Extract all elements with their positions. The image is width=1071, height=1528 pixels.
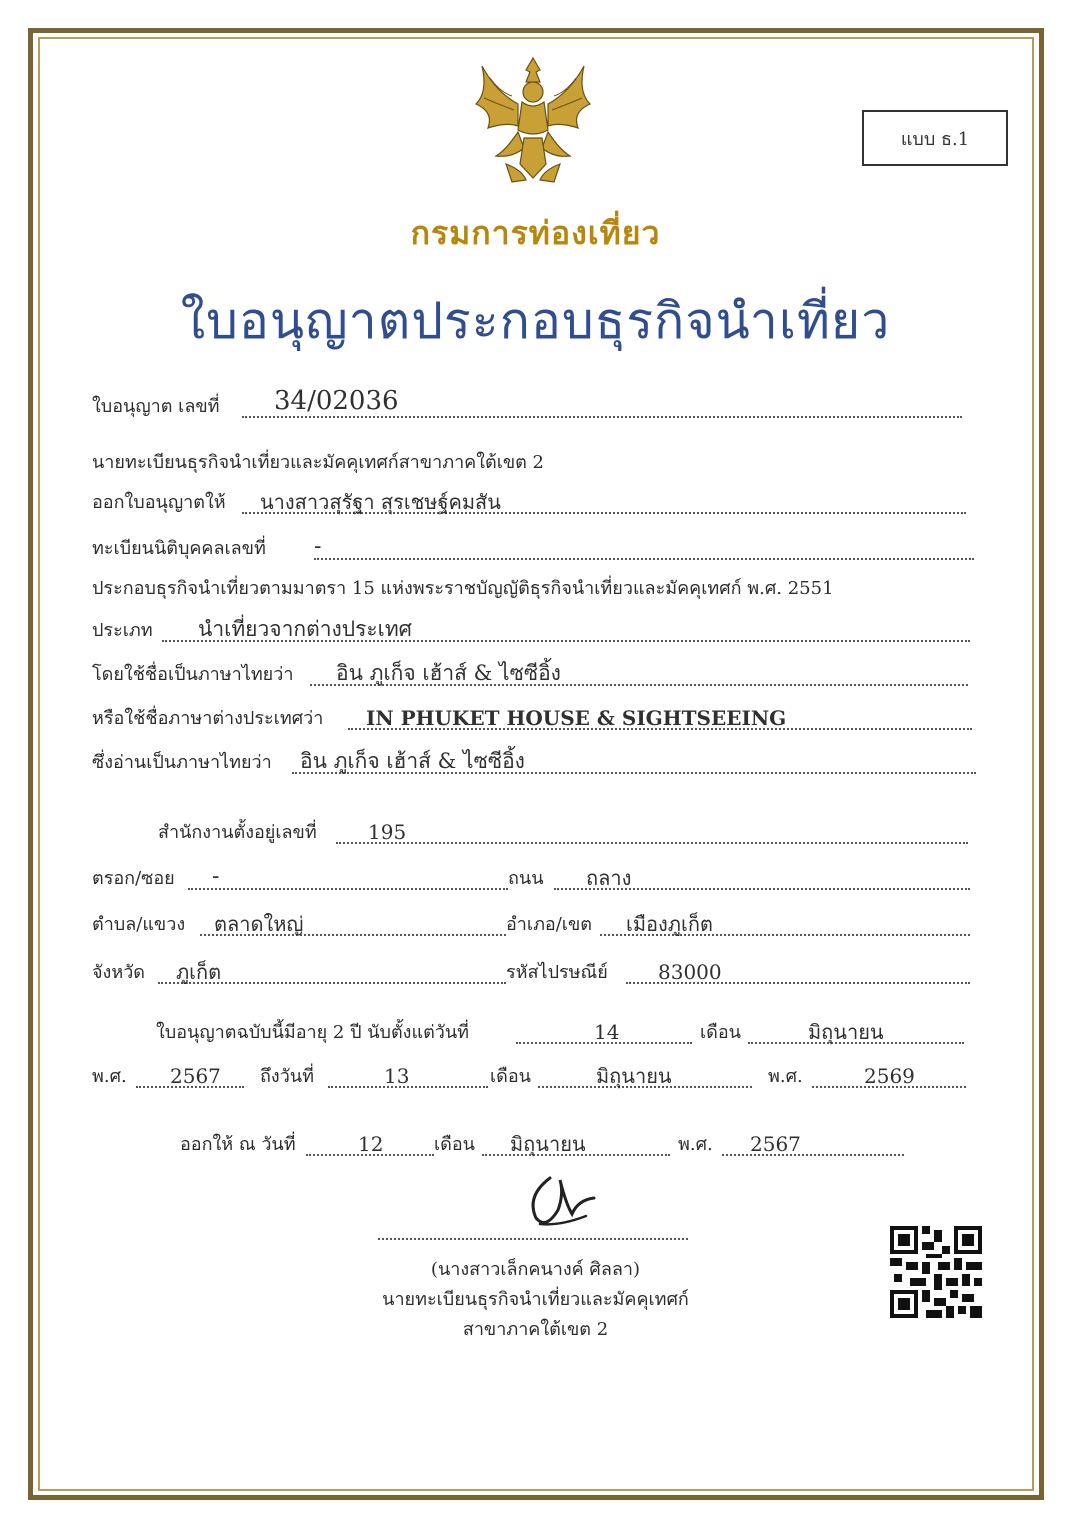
issued-to-label: ออกใบอนุญาตให้ [92, 492, 226, 513]
validity-from-year: 2567 [170, 1064, 221, 1088]
thai-name-value: อิน ภูเก็จ เฮ้าส์ & ไซซีอิ้ง [336, 661, 561, 685]
issued-to-value: นางสาวสุรัฐา สุรเชษฐ์คมสัน [260, 490, 501, 514]
province-postcode-row [92, 954, 970, 988]
validity-to-month-label: เดือน [490, 1066, 531, 1087]
juristic-row [92, 530, 974, 564]
issued-to-row [92, 484, 966, 518]
juristic-value: - [314, 534, 322, 559]
issue-date-label: ออกให้ ณ วันที่ [180, 1134, 296, 1155]
juristic-label: ทะเบียนนิติบุคคลเลขที่ [92, 538, 266, 559]
type-row [92, 612, 970, 646]
subdistrict-label: ตำบล/แขวง [92, 914, 186, 935]
reading-label: ซึ่งอ่านเป็นภาษาไทยว่า [92, 752, 272, 773]
office-row [158, 814, 968, 848]
subdistrict-value: ตลาดใหญ่ [214, 912, 304, 936]
certificate-title: ใบอนุญาตประกอบธุรกิจนำเที่ยว [180, 292, 891, 350]
province-value: ภูเก็ต [176, 960, 222, 984]
validity-to-year-label: พ.ศ. [768, 1066, 803, 1087]
validity-from-day: 14 [594, 1020, 620, 1044]
thai-name-row [92, 656, 968, 690]
registrar-position: นายทะเบียนธุรกิจนำเที่ยวและมัคคุเทศก์ [382, 1289, 689, 1310]
issuer-row [92, 444, 962, 478]
reading-value: อิน ภูเก็จ เฮ้าส์ & ไซซีอิ้ง [300, 749, 525, 773]
issue-month: มิถุนายน [510, 1132, 586, 1156]
issue-year-label: พ.ศ. [678, 1134, 713, 1155]
department-name: กรมการท่องเที่ยว [410, 214, 661, 252]
district-value: เมืองภูเก็ต [626, 912, 713, 936]
postcode-label: รหัสไปรษณีย์ [506, 962, 608, 983]
registrar-signature [520, 1168, 600, 1234]
validity-to-day: 13 [384, 1064, 410, 1088]
office-label: สำนักงานตั้งอยู่เลขที่ [158, 822, 317, 843]
license-number-row [92, 388, 962, 422]
thai-name-label: โดยใช้ชื่อเป็นภาษาไทยว่า [92, 664, 294, 685]
validity-to-month: มิถุนายน [596, 1064, 672, 1088]
subdistrict-district-row [92, 906, 970, 940]
foreign-name-value: IN PHUKET HOUSE & SIGHTSEEING [366, 706, 787, 730]
validity-from-row [156, 1014, 964, 1048]
registrar-name: (นางสาวเล็กคนางค์ ศิลลา) [430, 1259, 641, 1280]
district-label: อำเภอ/เขต [506, 914, 592, 935]
signature-line [378, 1238, 688, 1240]
reading-row [92, 744, 976, 778]
validity-to-row [92, 1058, 966, 1092]
alley-road-row [92, 860, 970, 894]
qr-code-icon [890, 1226, 982, 1318]
foreign-name-row [92, 700, 972, 734]
province-label: จังหวัด [92, 962, 145, 983]
registrar-branch: สาขาภาคใต้เขต 2 [462, 1319, 609, 1340]
office-value: 195 [368, 820, 407, 844]
form-code-label: แบบ ธ.1 [900, 128, 970, 150]
validity-from-month: มิถุนายน [808, 1020, 884, 1044]
issue-year: 2567 [750, 1132, 801, 1156]
validity-from-month-label: เดือน [700, 1022, 741, 1043]
type-value: นำเที่ยวจากต่างประเทศ [198, 617, 412, 641]
validity-to-label: ถึงวันที่ [260, 1066, 314, 1087]
license-number-label: ใบอนุญาต เลขที่ [92, 396, 220, 417]
issue-month-label: เดือน [434, 1134, 475, 1155]
foreign-name-label: หรือใช้ชื่อภาษาต่างประเทศว่า [92, 708, 324, 729]
validity-to-year: 2569 [864, 1064, 915, 1088]
act-text: ประกอบธุรกิจนำเที่ยวตามมาตรา 15 แห่งพระราชบัญญัติธุรกิจนำเที่ยวและมัคคุเทศก์ พ.ศ. 2551 [92, 578, 834, 599]
issue-date-row [180, 1126, 904, 1160]
alley-label: ตรอก/ซอย [92, 868, 175, 889]
alley-value: - [212, 864, 220, 889]
issuer-text: นายทะเบียนธุรกิจนำเที่ยวและมัคคุเทศก์สาขาภาคใต้เขต 2 [92, 452, 545, 473]
postcode-value: 83000 [658, 960, 722, 984]
act-row [92, 570, 972, 604]
road-label: ถนน [508, 868, 544, 889]
license-number-value: 34/02036 [274, 386, 399, 416]
form-code-box [862, 110, 1008, 166]
validity-from-year-label: พ.ศ. [92, 1066, 127, 1087]
garuda-emblem-icon [466, 52, 600, 188]
issue-day: 12 [358, 1132, 384, 1156]
type-label: ประเภท [92, 620, 153, 641]
road-value: ถลาง [586, 866, 632, 890]
validity-from-label: ใบอนุญาตฉบับนี้มีอายุ 2 ปี นับตั้งแต่วันที่ [156, 1022, 470, 1043]
